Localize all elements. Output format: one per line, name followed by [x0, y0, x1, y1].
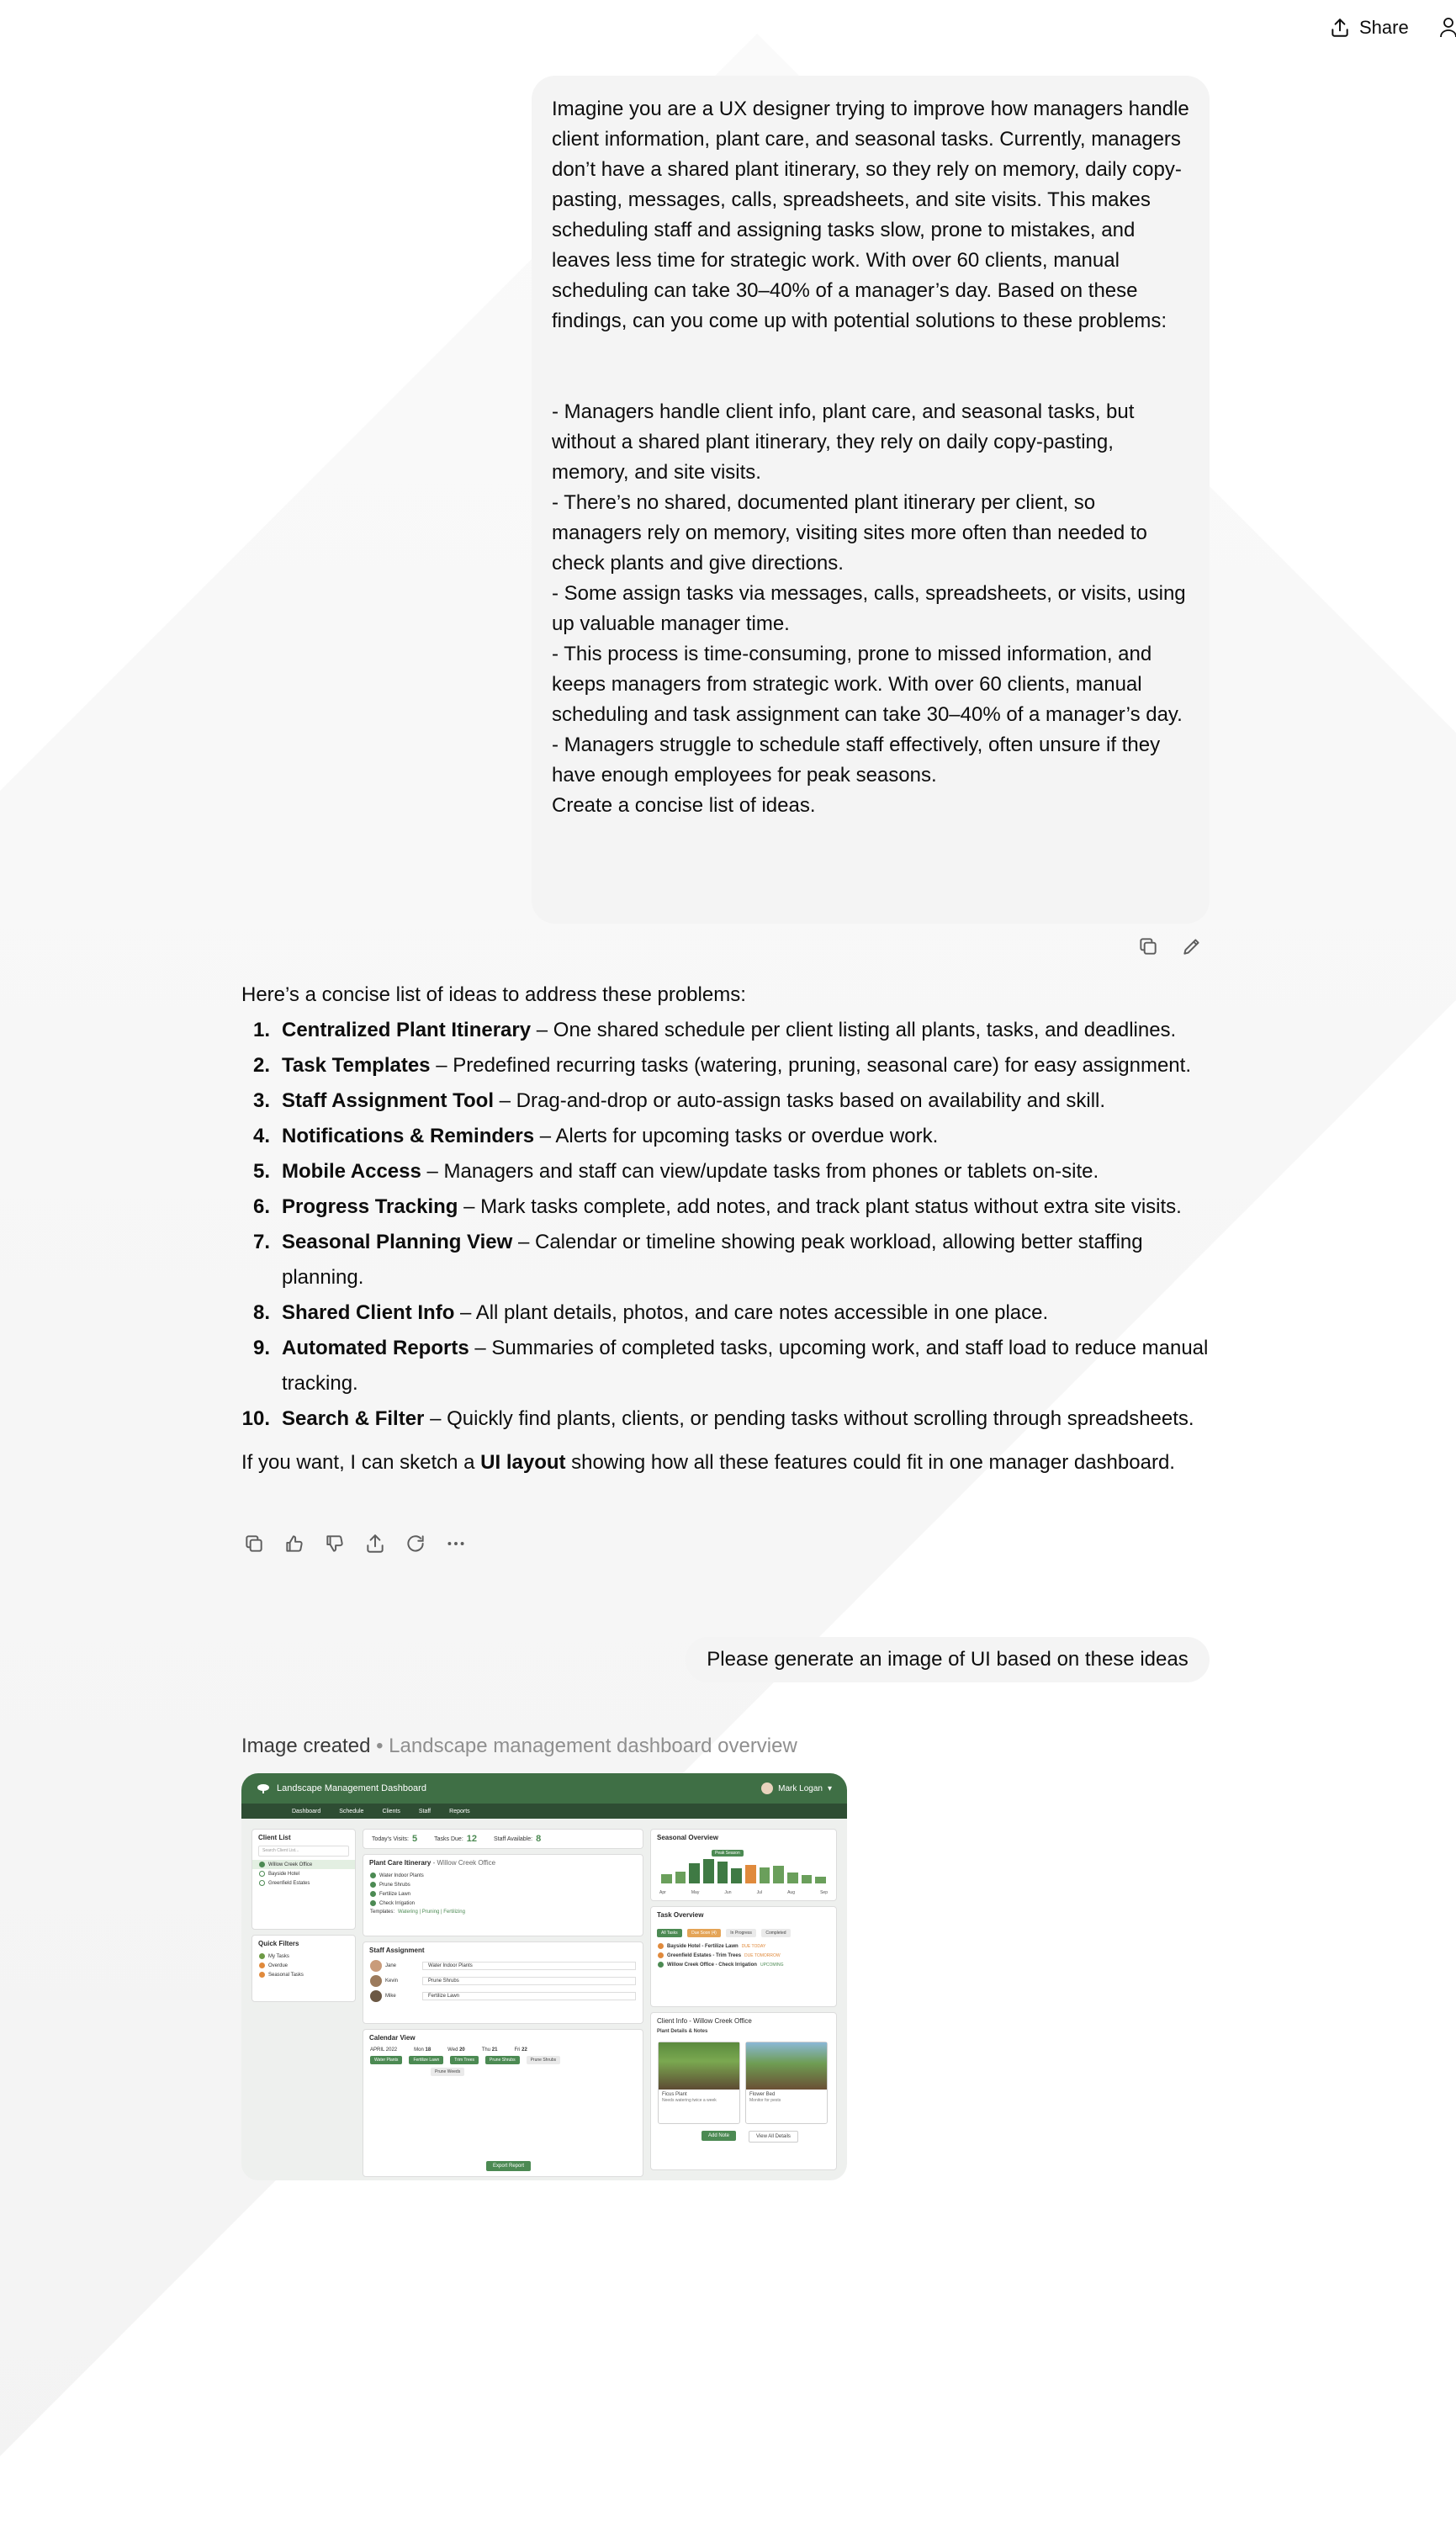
more-icon	[445, 1533, 467, 1555]
plant-photo	[659, 2042, 739, 2090]
pencil-icon	[1181, 935, 1203, 957]
idea-item	[241, 1048, 1217, 1083]
check-icon	[370, 1873, 376, 1878]
nav-schedule: Schedule	[339, 1808, 364, 1814]
task-status: DUE TOMORROW	[744, 1952, 781, 1958]
avatar	[370, 1960, 382, 1972]
user-bullet: - This process is time-consuming, prone to missed information, and keeps managers from strategic work. With over 60 clients, manual scheduling and task assignment can take 30–40% of a manager’s day.	[552, 643, 1183, 726]
day-label: Fri	[514, 2047, 521, 2053]
calendar-extra-row	[363, 2066, 643, 2078]
day-num: 21	[491, 2047, 498, 2053]
dashboard-nav	[241, 1804, 847, 1819]
idea-title: Centralized Plant Itinerary	[282, 1019, 532, 1041]
idea-number: 2.	[252, 1054, 270, 1077]
image-title: Landscape management dashboard overview	[389, 1735, 797, 1757]
stat-label: Staff Available:	[494, 1835, 533, 1842]
idea-number: 8.	[252, 1301, 270, 1324]
check-icon	[370, 1891, 376, 1897]
itinerary-item-label: Water Indoor Plants	[379, 1873, 424, 1878]
check-icon	[370, 1882, 376, 1888]
calendar-task-chip: Prune Shrubs	[485, 2056, 520, 2064]
thumbs-up-icon	[283, 1533, 305, 1555]
calendar-task-chip: Fertilize Lawn	[409, 2056, 443, 2064]
task-row	[651, 1951, 836, 1960]
plant-photo-card	[745, 2042, 828, 2124]
dashboard-body	[241, 1819, 847, 2180]
task-status: UPCOMING	[760, 1962, 784, 1968]
client-info-subtitle: Plant Details & Notes	[657, 2029, 708, 2034]
photo-note: Needs watering twice a week	[662, 2098, 717, 2103]
stat-value: 8	[536, 1834, 542, 1844]
idea-item	[241, 1154, 1217, 1189]
stat-label: Tasks Due:	[434, 1835, 463, 1842]
filter-item	[252, 1970, 355, 1979]
idea-desc: – Predefined recurring tasks (watering, pruning, seasonal care) for easy assignment.	[430, 1054, 1191, 1077]
assistant-closing	[241, 1445, 1217, 1481]
seasonal-overview-panel	[650, 1829, 837, 1901]
day-num: 18	[425, 2047, 432, 2053]
tree-icon	[257, 1783, 270, 1793]
check-icon	[259, 1953, 265, 1959]
stat-tasks	[426, 1834, 485, 1844]
closing-text-end: showing how all these features could fit in one manager dashboard.	[565, 1451, 1175, 1474]
day-label: Wed	[447, 2047, 458, 2053]
edit-button[interactable]	[1179, 934, 1205, 959]
client-item	[252, 1869, 355, 1878]
idea-desc: – Alerts for upcoming tasks or overdue work.	[534, 1125, 939, 1147]
staff-task: Prune Shrubs	[422, 1977, 636, 1985]
assistant-intro: Here’s a concise list of ideas to address these problems:	[241, 983, 746, 1006]
user-message-2-bubble	[686, 1637, 1210, 1682]
nav-dashboard: Dashboard	[292, 1808, 321, 1814]
assistant-message	[241, 977, 1217, 1481]
user-message-intro: Imagine you are a UX designer trying to improve how managers handle client information, plant care, and seasonal tasks. Currently, managers don’t have a shared plant itinerary, so they rely on memory, daily copy-pasting, messages, calls, spreadsheets, and site visits. This makes scheduling staff and assigning tasks slow, prone to mistakes, and leaves less time for strategic work. With over 60 clients, manual scheduling can take 30–40% of a manager’s day. Based on these findings, can you come up with potential solutions to these problems:	[552, 98, 1189, 332]
photo-label: Ficus Plant	[662, 2092, 687, 2097]
day-num: 22	[522, 2047, 527, 2053]
calendar-task-chip: Prune Shrubs	[527, 2056, 561, 2064]
staff-row	[363, 1989, 643, 2004]
filter-label: My Tasks	[268, 1953, 289, 1959]
workload-bar	[689, 1863, 700, 1883]
month-label: Jul	[756, 1890, 762, 1895]
calendar-title: Calendar View	[369, 2034, 416, 2042]
task-row	[651, 1960, 836, 1969]
peak-season-badge: Peak Season	[712, 1850, 744, 1857]
idea-desc: – Summaries of completed tasks, upcoming work, and staff load to reduce manual tracking.	[282, 1337, 1209, 1395]
workload-bar	[675, 1872, 686, 1883]
chevron-down-icon: ▾	[827, 1783, 832, 1793]
alert-icon	[259, 1963, 265, 1968]
check-icon	[658, 1962, 664, 1968]
month-label: Aug	[787, 1890, 795, 1895]
share-button[interactable]	[1329, 13, 1409, 42]
workload-bar	[731, 1868, 742, 1883]
assistant-message-actions	[241, 1531, 469, 1556]
itinerary-item-label: Check Irrigation	[379, 1900, 416, 1906]
idea-item	[241, 1189, 1217, 1225]
caption-separator: •	[370, 1735, 389, 1757]
idea-number: 5.	[252, 1160, 270, 1183]
templates-list: Watering | Pruning | Fertilizing	[398, 1910, 465, 1915]
month-label: May	[691, 1890, 700, 1895]
idea-number: 4.	[252, 1125, 270, 1147]
stat-label: Today's Visits:	[372, 1835, 410, 1842]
nav-clients: Clients	[382, 1808, 400, 1814]
idea-title: Mobile Access	[282, 1160, 421, 1183]
thumbs-up-button[interactable]	[282, 1531, 307, 1556]
idea-title: Seasonal Planning View	[282, 1231, 513, 1253]
circle-icon	[259, 1880, 265, 1886]
idea-desc: – One shared schedule per client listing all plants, tasks, and deadlines.	[531, 1019, 1177, 1041]
plant-photo-card	[658, 2042, 740, 2124]
stats-bar	[363, 1829, 643, 1849]
idea-item	[241, 1401, 1217, 1437]
seasonal-chart	[659, 1850, 828, 1883]
tab-due-soon: Due Soon (4)	[687, 1929, 721, 1937]
task-tabs	[651, 1923, 836, 1941]
itinerary-panel	[363, 1854, 643, 1936]
share-message-button[interactable]	[363, 1531, 388, 1556]
avatar	[370, 1990, 382, 2002]
export-report-button: Export Report	[486, 2161, 531, 2171]
staff-name: Kevin	[385, 1978, 399, 1984]
itinerary-item-label: Fertilize Lawn	[379, 1891, 411, 1897]
day-label: Thu	[481, 2047, 491, 2053]
calendar-task-chip: Trim Trees	[450, 2056, 479, 2064]
user-message-actions	[1136, 934, 1205, 959]
calendar-task-chip: Prune Weeds	[431, 2068, 464, 2076]
idea-desc: – All plant details, photos, and care notes accessible in one place.	[454, 1301, 1049, 1324]
nav-staff: Staff	[418, 1808, 432, 1814]
idea-number: 6.	[252, 1195, 270, 1218]
copy-button[interactable]	[1136, 934, 1161, 959]
workload-bar	[717, 1862, 728, 1883]
stat-value: 5	[412, 1834, 418, 1844]
share-icon	[1329, 17, 1351, 39]
workload-bar	[745, 1865, 756, 1883]
templates-label: Templates:	[370, 1910, 395, 1915]
workload-bar	[773, 1866, 784, 1883]
idea-title: Notifications & Reminders	[282, 1125, 535, 1147]
idea-item	[241, 1119, 1217, 1154]
closing-bold: UI layout	[480, 1451, 566, 1474]
stat-value: 12	[466, 1834, 478, 1844]
idea-number: 10.	[241, 1407, 270, 1430]
stat-visits	[363, 1834, 426, 1844]
task-overview-title: Task Overview	[657, 1911, 704, 1919]
filter-label: Overdue	[268, 1963, 289, 1968]
day-num: 20	[459, 2047, 465, 2053]
task-text: Greenfield Estates - Trim Trees	[667, 1952, 742, 1958]
generated-image[interactable]	[241, 1773, 847, 2180]
add-note-button: Add Note	[702, 2131, 736, 2141]
seasonal-months	[659, 1890, 828, 1895]
idea-title: Shared Client Info	[282, 1301, 455, 1324]
check-icon	[259, 1862, 265, 1867]
photo-note: Monitor for pests	[749, 2098, 781, 2103]
itinerary-item	[363, 1871, 643, 1880]
dashboard-header	[241, 1773, 847, 1804]
filter-label: Seasonal Tasks	[268, 1972, 304, 1978]
task-text: Bayside Hotel - Fertilize Lawn	[667, 1943, 739, 1949]
calendar-task-chip: Water Plants	[370, 2056, 402, 2064]
nav-reports: Reports	[449, 1808, 470, 1814]
idea-item	[241, 1013, 1217, 1048]
task-overview-panel	[650, 1906, 837, 2007]
idea-desc: – Quickly find plants, clients, or pending tasks without scrolling through spreadsheets.	[424, 1407, 1194, 1430]
avatar	[761, 1782, 773, 1794]
seasonal-title: Seasonal Overview	[657, 1834, 718, 1841]
user-bullet: - Some assign tasks via messages, calls, spreadsheets, or visits, using up valuable manager time.	[552, 582, 1186, 635]
client-info-panel	[650, 2012, 837, 2170]
share-label: Share	[1359, 17, 1409, 38]
dashboard-title: Landscape Management Dashboard	[277, 1783, 426, 1793]
filter-item	[252, 1961, 355, 1970]
client-item	[252, 1878, 355, 1888]
calendar-day	[447, 2047, 465, 2053]
client-info-title: Client Info - Willow Creek Office	[657, 2017, 752, 2025]
image-caption	[241, 1735, 797, 1758]
closing-text: If you want, I can sketch a	[241, 1451, 481, 1474]
quick-filters-panel	[251, 1935, 356, 2002]
idea-number: 7.	[252, 1231, 270, 1253]
user-message-closing: Create a concise list of ideas.	[552, 794, 816, 817]
idea-desc: – Calendar or timeline showing peak workload, allowing better staffing planning.	[282, 1231, 1143, 1289]
task-row	[651, 1941, 836, 1951]
calendar-day	[414, 2047, 431, 2053]
staff-name: Jane	[385, 1963, 397, 1968]
photo-label: Flower Bed	[749, 2092, 776, 2097]
idea-number: 3.	[252, 1089, 270, 1112]
month-label: Apr	[659, 1890, 666, 1895]
idea-title: Progress Tracking	[282, 1195, 458, 1218]
alert-icon	[658, 1943, 664, 1949]
tab-in-progress: In Progress	[726, 1929, 756, 1937]
client-item	[252, 1860, 355, 1869]
thumbs-down-icon	[324, 1533, 346, 1555]
thumbs-down-button[interactable]	[322, 1531, 347, 1556]
staff-assignment-panel	[363, 1941, 643, 2024]
idea-item	[241, 1331, 1217, 1401]
idea-title: Task Templates	[282, 1054, 431, 1077]
stat-staff	[485, 1834, 549, 1844]
client-name: Greenfield Estates	[268, 1880, 310, 1886]
workload-bar	[703, 1859, 714, 1883]
user-bullet: - Managers struggle to schedule staff effectively, often unsure if they have enough employees for peak seasons.	[552, 734, 1161, 787]
plant-photo	[746, 2042, 827, 2090]
task-status: DUE TODAY	[741, 1943, 766, 1949]
itinerary-title	[363, 1855, 643, 1871]
day-label: Mon	[414, 2047, 424, 2053]
tab-completed: Completed	[761, 1929, 790, 1937]
user-message-bubble	[532, 76, 1210, 924]
refresh-icon	[405, 1533, 426, 1555]
user-bullet: - There’s no shared, documented plant itinerary per client, so managers rely on memory, visiting sites more often than needed to check plants and give directions.	[552, 491, 1147, 575]
copy-icon	[1137, 935, 1159, 957]
calendar-tasks-row	[363, 2054, 643, 2066]
idea-item	[241, 1083, 1217, 1119]
staff-name: Mike	[385, 1994, 396, 1999]
itinerary-item	[363, 1889, 643, 1899]
client-name: Bayside Hotel	[268, 1871, 300, 1877]
itinerary-item	[363, 1880, 643, 1889]
ideas-list	[241, 1013, 1217, 1437]
workload-bar	[760, 1867, 770, 1883]
client-name: Willow Creek Office	[268, 1862, 313, 1867]
copy-button[interactable]	[241, 1531, 267, 1556]
idea-desc: – Managers and staff can view/update tasks from phones or tablets on-site.	[421, 1160, 1099, 1183]
check-icon	[370, 1900, 376, 1906]
idea-number: 9.	[252, 1337, 270, 1359]
staff-task: Water Indoor Plants	[422, 1962, 636, 1970]
templates-row	[363, 1908, 643, 1916]
dashboard-user	[761, 1782, 832, 1794]
itinerary-item-label: Prune Shrubs	[379, 1882, 410, 1888]
workload-bar	[815, 1877, 826, 1883]
staff-task: Fertilize Lawn	[422, 1992, 636, 2000]
itinerary-title-text: Plant Care Itinerary	[369, 1859, 432, 1867]
image-created-label: Image created	[241, 1735, 371, 1757]
user-bullet: - Managers handle client info, plant care, and seasonal tasks, but without a shared plant itinerary, they rely on daily copy-pasting, memory, and site visits.	[552, 400, 1135, 484]
idea-number: 1.	[252, 1019, 270, 1041]
month-label: Jun	[724, 1890, 732, 1895]
workload-bar	[787, 1873, 798, 1883]
itinerary-item	[363, 1899, 643, 1908]
staff-row	[363, 1973, 643, 1989]
leaf-icon	[259, 1972, 265, 1978]
more-button[interactable]	[443, 1531, 469, 1556]
workload-bar	[802, 1875, 813, 1883]
calendar-day	[482, 2047, 498, 2053]
idea-desc: – Drag-and-drop or auto-assign tasks based on availability and skill.	[494, 1089, 1106, 1112]
quick-filters-title: Quick Filters	[258, 1940, 299, 1947]
itinerary-client: - Willow Creek Office	[431, 1859, 496, 1867]
client-list-title: Client List	[258, 1834, 291, 1841]
user-message-2-text: Please generate an image of UI based on these ideas	[707, 1648, 1189, 1671]
calendar-header-row	[363, 2046, 643, 2054]
idea-title: Staff Assignment Tool	[282, 1089, 494, 1112]
user-icon[interactable]	[1438, 15, 1456, 39]
idea-title: Automated Reports	[282, 1337, 469, 1359]
regenerate-button[interactable]	[403, 1531, 428, 1556]
filter-item	[252, 1952, 355, 1961]
workload-bar	[661, 1874, 672, 1883]
idea-title: Search & Filter	[282, 1407, 425, 1430]
idea-item	[241, 1225, 1217, 1295]
tab-all-tasks: All Tasks	[657, 1929, 682, 1937]
circle-icon	[259, 1871, 265, 1877]
user-message-bullets	[552, 397, 1189, 791]
client-list-panel	[251, 1829, 356, 1930]
task-text: Willow Creek Office - Check Irrigation	[667, 1962, 757, 1968]
idea-item	[241, 1295, 1217, 1331]
calendar-day	[514, 2047, 527, 2053]
share-icon	[364, 1533, 386, 1555]
calendar-panel	[363, 2029, 643, 2177]
month-label: Sep	[820, 1890, 828, 1895]
staff-row	[363, 1958, 643, 1973]
calendar-month: APRIL 2022	[370, 2047, 398, 2053]
idea-desc: – Mark tasks complete, add notes, and track plant status without extra site visits.	[458, 1195, 1182, 1218]
staff-assignment-title: Staff Assignment	[369, 1947, 425, 1954]
client-search-input: Search Client List...	[258, 1846, 349, 1857]
alert-icon	[658, 1952, 664, 1958]
dashboard-user-name: Mark Logan	[778, 1783, 823, 1793]
view-all-details-button: View All Details	[749, 2131, 798, 2143]
copy-icon	[243, 1533, 265, 1555]
avatar	[370, 1975, 382, 1987]
